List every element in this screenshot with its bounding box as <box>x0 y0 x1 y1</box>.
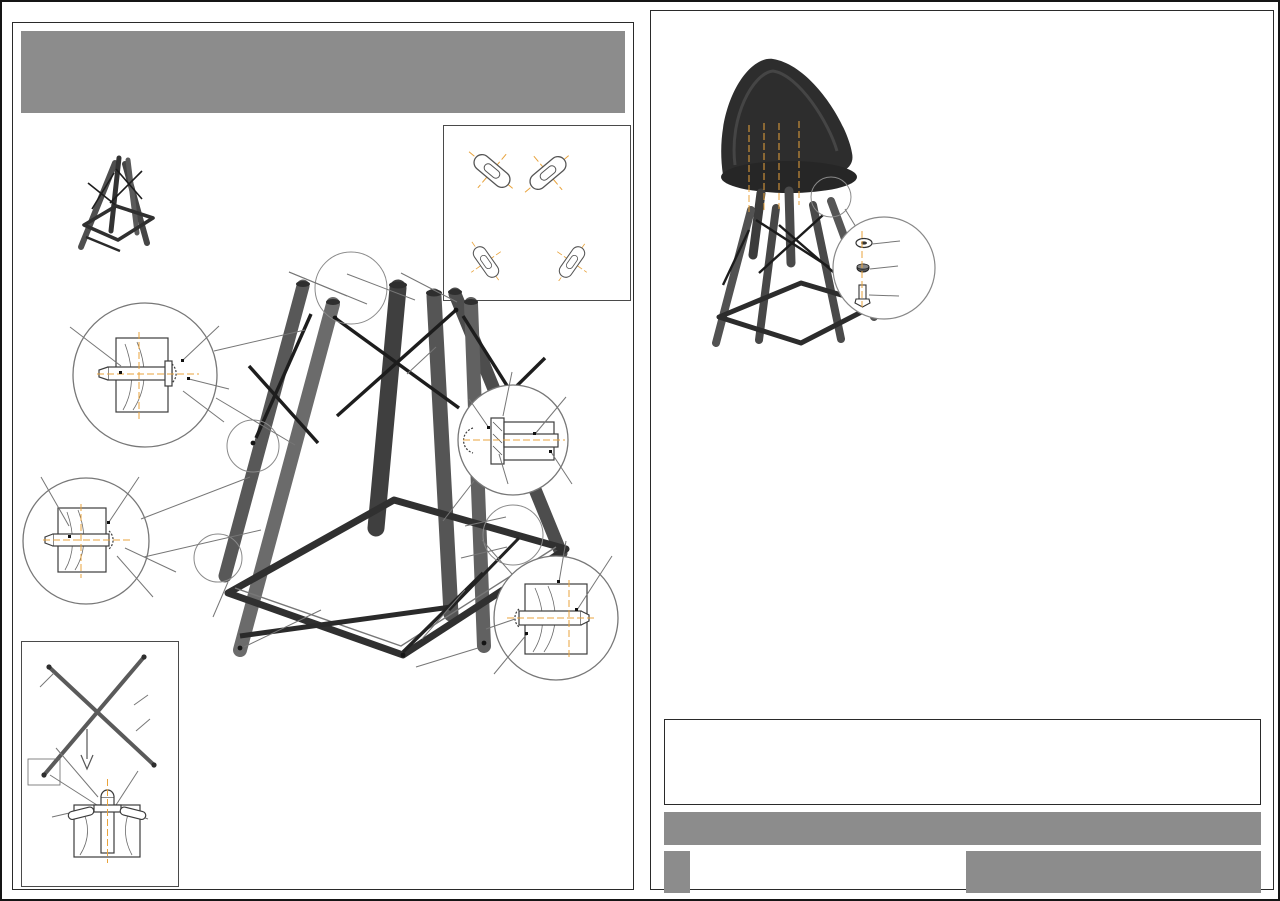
tie-scheme-box <box>21 641 179 887</box>
document-title <box>217 68 625 76</box>
page-1 <box>12 22 634 890</box>
tie-scheme-drawing <box>22 647 178 869</box>
max-load-banner <box>664 812 1261 845</box>
page-2 <box>650 10 1274 890</box>
warning-box <box>664 719 1261 805</box>
page1-header-bar <box>21 31 625 113</box>
main-frame-drawing <box>13 238 633 708</box>
footer <box>664 851 1261 893</box>
assembled-chair-image <box>661 25 971 370</box>
brand-logo <box>21 71 217 73</box>
website-banner <box>966 851 1261 893</box>
footer-logo-square <box>664 851 690 893</box>
